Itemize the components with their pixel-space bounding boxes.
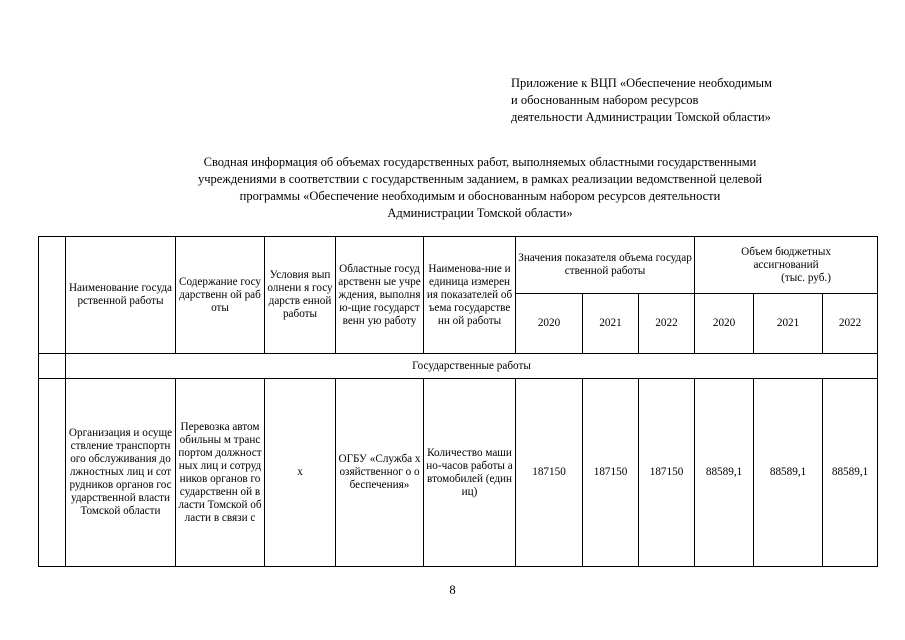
header-budget-group: [695, 237, 878, 294]
appendix-line-2: и обоснованным набором ресурсов: [511, 93, 699, 107]
appendix-line-1: Приложение к ВЦП «Обеспечение необходимым: [511, 76, 772, 90]
appendix-line-3: деятельности Администрации Томской области»: [511, 110, 771, 124]
header-unit: Наименова-ние и единица измерения показателей объема государственн ой работы: [424, 237, 516, 354]
header-name: Наименование государственной работы: [66, 237, 176, 354]
header-content: Содержание государственн ой работы: [176, 237, 265, 354]
row-conditions: х: [265, 379, 336, 567]
header-year-value-2020: 2020: [516, 294, 583, 354]
document-heading: [120, 154, 840, 222]
section-empty-cell: [39, 354, 66, 379]
row-value-2020: 187150: [516, 379, 583, 567]
budget-group-line-1: Объем бюджетных: [741, 245, 831, 258]
header-year-value-2021: 2021: [583, 294, 639, 354]
heading-line-1: Сводная информация об объемах государственных работ, выполняемых областными государственными: [203, 155, 757, 169]
row-empty-cell: [39, 379, 66, 567]
header-empty-cell: [39, 237, 66, 354]
header-values-group: Значения показателя объема государственной работы: [516, 237, 695, 294]
heading-line-3: программы «Обеспечение необходимым и обоснованным набором ресурсов деятельности: [239, 189, 721, 203]
heading-line-2: учреждениями в соответствии с государственным заданием, в рамках реализации ведомственной целевой: [197, 172, 763, 186]
table-section-row: [39, 354, 878, 379]
row-value-2021: 187150: [583, 379, 639, 567]
section-label: Государственные работы: [66, 354, 878, 379]
header-year-budget-2022: 2022: [823, 294, 878, 354]
row-content: Перевозка автомобильны м транспортом должностных лиц и сотрудников органов государственн ой власти Томской области в связи с: [176, 379, 265, 567]
header-year-budget-2020: 2020: [695, 294, 754, 354]
header-conditions: Условия выполнени я государств енной работы: [265, 237, 336, 354]
row-unit: Количество машино-часов работы автомобилей (единиц): [424, 379, 516, 567]
table-header-row-1: [39, 237, 878, 294]
row-value-2022: 187150: [639, 379, 695, 567]
appendix-note: [511, 75, 891, 126]
budget-group-line-2: ассигнований: [753, 258, 819, 271]
row-name: Организация и осуществление транспортного обслуживания должностных лиц и сотрудников органов государственной власти Томской области: [66, 379, 176, 567]
page-number: 8: [449, 583, 456, 597]
row-budget-2022: 88589,1: [823, 379, 878, 567]
works-table: [38, 236, 878, 567]
header-year-budget-2021: 2021: [754, 294, 823, 354]
header-year-value-2022: 2022: [639, 294, 695, 354]
header-institutions: Областные государственн ые учреждения, выполняю-щие государственн ую работу: [336, 237, 424, 354]
heading-line-4: Администрации Томской области»: [387, 206, 573, 220]
budget-group-line-3: (тыс. руб.): [781, 271, 831, 284]
table-row: [39, 379, 878, 567]
row-budget-2020: 88589,1: [695, 379, 754, 567]
row-budget-2021: 88589,1: [754, 379, 823, 567]
row-institution: ОГБУ «Служба хозяйственног о обеспечения»: [336, 379, 424, 567]
